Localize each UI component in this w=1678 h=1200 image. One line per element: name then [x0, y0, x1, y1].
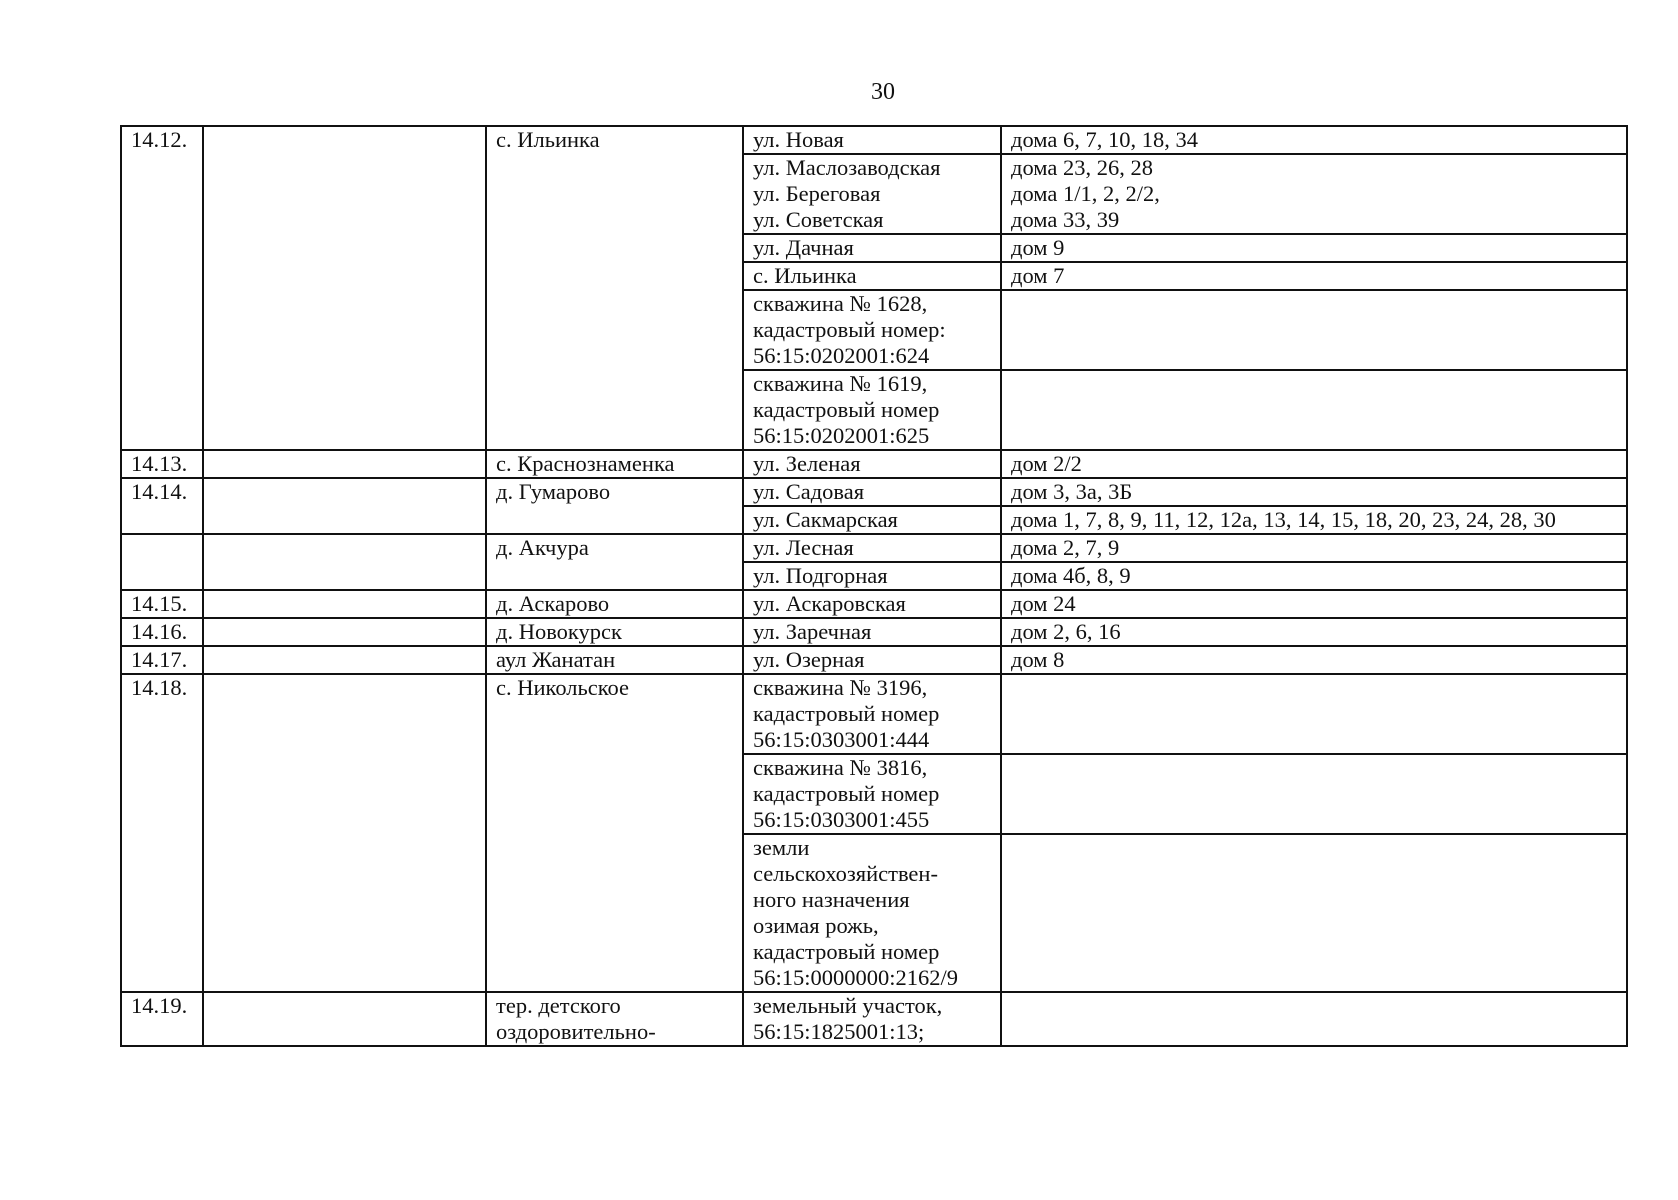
houses-cell: дом 24 — [1001, 590, 1627, 618]
street-cell: скважина № 1628, кадастровый номер: 56:15:0202001:624 — [743, 290, 1001, 370]
settlements-table — [120, 125, 1628, 1047]
houses-cell: дома 4б, 8, 9 — [1001, 562, 1627, 590]
houses-cell: дом 9 — [1001, 234, 1627, 262]
houses-cell — [1001, 290, 1627, 370]
street-cell: ул. Лесная — [743, 534, 1001, 562]
houses-cell: дома 23, 26, 28 дома 1/1, 2, 2/2, дома 33, 39 — [1001, 154, 1627, 234]
settlement-cell: д. Новокурск — [486, 618, 743, 646]
settlement-cell: с. Ильинка — [486, 126, 743, 450]
houses-cell — [1001, 370, 1627, 450]
houses-cell — [1001, 674, 1627, 754]
houses-cell — [1001, 992, 1627, 1046]
houses-cell — [1001, 834, 1627, 992]
page-number: 30 — [871, 79, 895, 105]
street-cell: ул. Подгорная — [743, 562, 1001, 590]
street-cell: ул. Озерная — [743, 646, 1001, 674]
table-row — [121, 450, 1627, 478]
row-number-cell: 14.16. — [121, 618, 203, 646]
houses-cell: дом 2, 6, 16 — [1001, 618, 1627, 646]
settlement-cell: д. Гумарово — [486, 478, 743, 534]
row-number-cell: 14.17. — [121, 646, 203, 674]
houses-cell: дом 3, 3а, 3Б — [1001, 478, 1627, 506]
houses-cell: дом 8 — [1001, 646, 1627, 674]
empty-cell — [203, 674, 486, 992]
houses-cell: дома 6, 7, 10, 18, 34 — [1001, 126, 1627, 154]
table-row — [121, 674, 1627, 754]
empty-cell — [203, 646, 486, 674]
table-row — [121, 618, 1627, 646]
row-number-cell: 14.15. — [121, 590, 203, 618]
table-row — [121, 126, 1627, 154]
street-cell: с. Ильинка — [743, 262, 1001, 290]
table-row — [121, 478, 1627, 506]
empty-cell — [203, 534, 486, 590]
street-cell: скважина № 3196, кадастровый номер 56:15:0303001:444 — [743, 674, 1001, 754]
row-number-cell: 14.18. — [121, 674, 203, 992]
empty-cell — [203, 450, 486, 478]
houses-cell: дом 7 — [1001, 262, 1627, 290]
settlement-cell: с. Краснознаменка — [486, 450, 743, 478]
settlement-cell: д. Аскарово — [486, 590, 743, 618]
table-row — [121, 992, 1627, 1046]
table-row — [121, 646, 1627, 674]
settlement-cell: д. Акчура — [486, 534, 743, 590]
street-cell: скважина № 1619, кадастровый номер 56:15:0202001:625 — [743, 370, 1001, 450]
row-number-cell: 14.13. — [121, 450, 203, 478]
table-row — [121, 534, 1627, 562]
row-number-cell — [121, 534, 203, 590]
row-number-cell: 14.19. — [121, 992, 203, 1046]
row-number-cell: 14.14. — [121, 478, 203, 534]
houses-cell: дома 2, 7, 9 — [1001, 534, 1627, 562]
street-cell: ул. Дачная — [743, 234, 1001, 262]
street-cell: ул. Садовая — [743, 478, 1001, 506]
empty-cell — [203, 992, 486, 1046]
street-cell: ул. Зеленая — [743, 450, 1001, 478]
empty-cell — [203, 478, 486, 534]
empty-cell — [203, 126, 486, 450]
houses-cell: дома 1, 7, 8, 9, 11, 12, 12а, 13, 14, 15, 18, 20, 23, 24, 28, 30 — [1001, 506, 1627, 534]
empty-cell — [203, 618, 486, 646]
street-cell: земельный участок, 56:15:1825001:13; — [743, 992, 1001, 1046]
settlement-cell: с. Никольское — [486, 674, 743, 992]
houses-cell: дом 2/2 — [1001, 450, 1627, 478]
street-cell: ул. Сакмарская — [743, 506, 1001, 534]
street-cell: ул. Аскаровская — [743, 590, 1001, 618]
street-cell: земли сельскохозяйствен- ного назначения озимая рожь, кадастровый номер 56:15:0000000:2162/9 — [743, 834, 1001, 992]
settlement-cell: аул Жанатан — [486, 646, 743, 674]
street-cell: ул. Маслозаводская ул. Береговая ул. Советская — [743, 154, 1001, 234]
street-cell: ул. Заречная — [743, 618, 1001, 646]
street-cell: ул. Новая — [743, 126, 1001, 154]
settlement-cell: тер. детского оздоровительно- — [486, 992, 743, 1046]
empty-cell — [203, 590, 486, 618]
street-cell: скважина № 3816, кадастровый номер 56:15:0303001:455 — [743, 754, 1001, 834]
houses-cell — [1001, 754, 1627, 834]
table-row — [121, 590, 1627, 618]
row-number-cell: 14.12. — [121, 126, 203, 450]
